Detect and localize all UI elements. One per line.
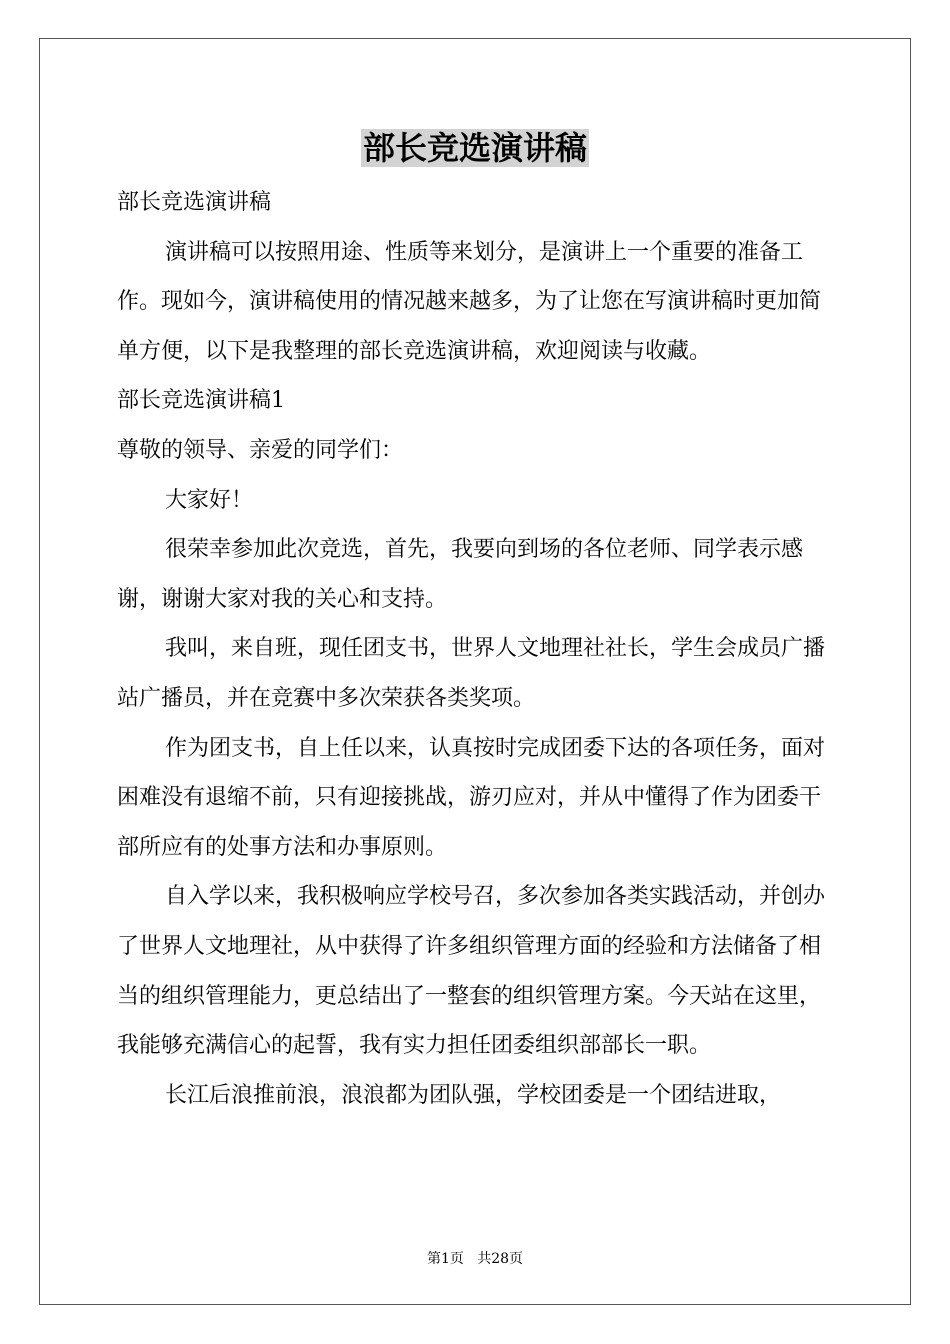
document-body (117, 178, 837, 1120)
paragraph: 很荣幸参加此次竞选，首先，我要向到场的各位老师、同学表示感谢，谢谢大家对我的关心和支持。 (117, 537, 804, 612)
paragraph: 我叫，来自班，现任团支书，世界人文地理社社长，学生会成员广播站广播员，并在竞赛中多次荣获各类奖项。 (117, 636, 826, 711)
paragraph: 长江后浪推前浪，浪浪都为团队强，学校团委是一个团结进取， (165, 1082, 782, 1108)
paragraph: 部长竞选演讲稿 (117, 190, 272, 215)
document-title-text: 部长竞选演讲稿 (362, 129, 587, 167)
paragraph: 作为团支书，自上任以来，认真按时完成团委下达的各项任务，面对困难没有退缩不前，只有迎接挑战，游刃应对，并从中懂得了作为团委干部所应有的处事方法和办事原则。 (117, 735, 826, 860)
page-number: 第1页 共28页 (426, 1251, 524, 1267)
paragraph: 大家好！ (165, 487, 254, 513)
section-heading: 部长竞选演讲稿1 (117, 388, 285, 414)
page-footer (0, 1248, 950, 1268)
paragraph: 自入学以来，我积极响应学校号召，多次参加各类实践活动，并创办了世界人文地理社，从中获得了许多组织管理方面的经验和方法储备了相当的组织管理能力，更总结出了一整套的组织管理方案。今天站在这里，我能够充满信心的起誓，我有实力担任团委组织部部长一职。 (117, 884, 826, 1059)
document-title (0, 128, 950, 168)
salutation: 尊敬的领导、亲爱的同学们： (117, 437, 404, 463)
paragraph: 演讲稿可以按照用途、性质等来划分，是演讲上一个重要的准备工作。现如今，演讲稿使用的情况越来越多，为了让您在写演讲稿时更加简单方便，以下是我整理的部长竞选演讲稿，欢迎阅读与收藏。 (117, 239, 822, 364)
